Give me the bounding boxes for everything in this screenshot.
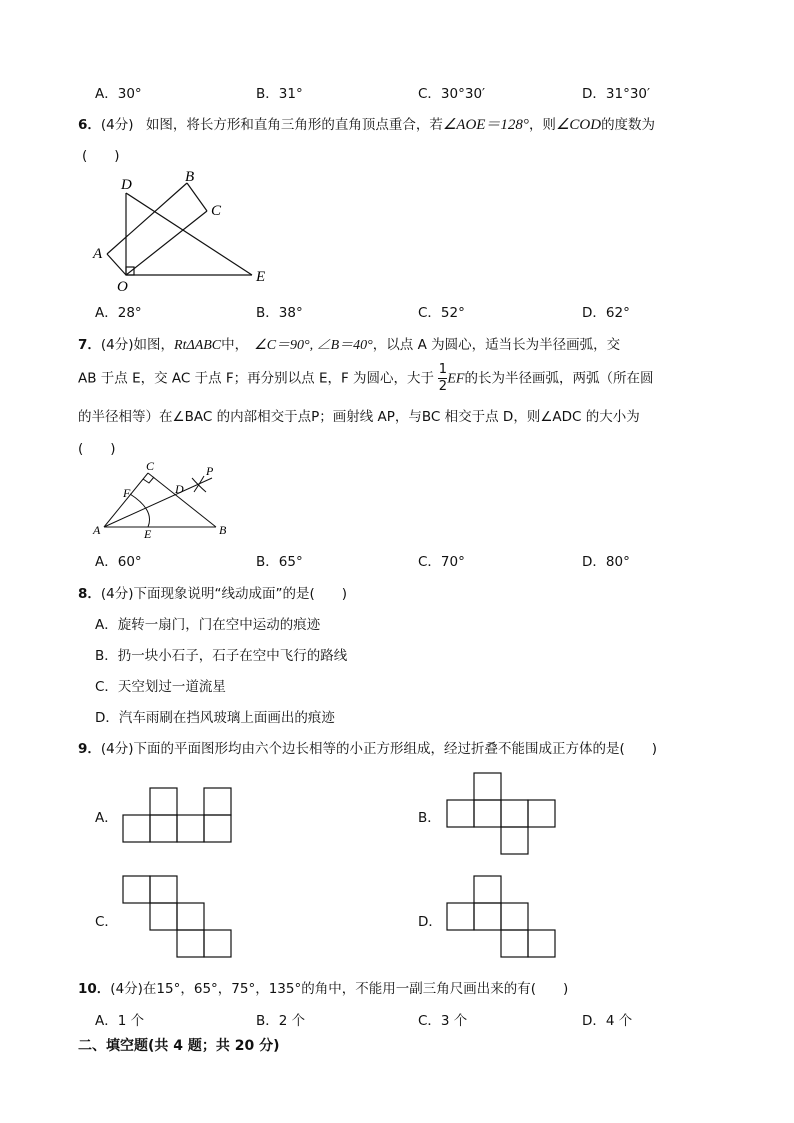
q9-option-a-label: A．: [95, 810, 118, 826]
q7-text-c: ，以点 A 为圆心，适当长为半径画弧，交: [372, 337, 621, 353]
q7-option-c: C．70°: [418, 554, 465, 570]
q8-option-b: B．扔一块小石子，石子在空中飞行的路线: [95, 648, 348, 664]
q6-option-a: A．28°: [95, 305, 142, 321]
q9-net-b: [446, 772, 558, 856]
q9-net-a: [122, 787, 234, 843]
q9-b-square: [474, 800, 501, 827]
q9-d-square: [447, 903, 474, 930]
q9-c-square: [177, 930, 204, 957]
q8-score: (4分): [100, 586, 134, 602]
q8-number: 8．: [78, 586, 101, 602]
q10-option-d: D．4 个: [582, 1013, 633, 1029]
q6-text-a: 如图，将长方形和直角三角形的直角顶点重合，若: [145, 117, 443, 133]
q9-number: 9．: [78, 741, 101, 757]
q7-line2-b: 的长为半径画弧，两弧（所在圆: [464, 370, 654, 387]
q7-ef: EF: [447, 371, 465, 387]
q6-option-d: D．62°: [582, 305, 630, 321]
q10-option-a: A．1 个: [95, 1013, 145, 1029]
q9-stem: [78, 737, 657, 757]
q6-label-a: A: [93, 246, 103, 262]
q7-stem-line3: 的半径相等）在∠BAC 的内部相交于点P；画射线 AP，与BC 相交于点 D，则∠ADC 的大小为: [78, 409, 640, 425]
q7-arc-p2: [194, 476, 204, 492]
q6-stem: [78, 113, 655, 134]
q9-option-b-label: B．: [418, 810, 441, 826]
q9-c-square: [123, 876, 150, 903]
q7-frac-num: 1: [438, 362, 447, 377]
q9-c-square: [150, 876, 177, 903]
q9-a-square: [204, 788, 231, 815]
q9-option-c-label: C．: [95, 914, 118, 930]
q6-angle-cod: ∠COD: [555, 117, 602, 133]
q7-label-e: E: [144, 527, 152, 540]
q7-fraction: [438, 363, 447, 394]
q7-line2-a: AB 于点 E，交 AC 于点 F；再分别以点 E，F 为圆心，大于: [78, 370, 435, 387]
q8-option-d: D．汽车雨刷在挡风玻璃上面画出的痕迹: [95, 710, 335, 726]
q6-segment-ab: [107, 183, 187, 254]
q5-option-a: A．30°: [95, 86, 142, 102]
q6-label-d: D: [121, 177, 132, 193]
q7-stem-line2: [78, 363, 653, 394]
q9-b-square: [501, 800, 528, 827]
q7-ray-ap: [104, 478, 212, 527]
q9-option-d-label: D．: [418, 914, 442, 930]
q8-stem: [78, 582, 347, 602]
q7-stem-line1: [78, 333, 620, 354]
q9-net-d: [446, 875, 558, 959]
q6-segment-co: [126, 211, 207, 275]
q6-label-b: B: [185, 170, 195, 185]
q8-option-c: C．天空划过一道流星: [95, 679, 226, 695]
q9-c-square: [177, 903, 204, 930]
q7-label-p: P: [206, 464, 214, 478]
q6-segment-de: [126, 193, 252, 275]
q7-number: 7．: [78, 337, 101, 353]
q10-option-b: B．2 个: [256, 1013, 306, 1029]
q7-segment-ac: [104, 473, 148, 527]
q10-stem: [78, 977, 568, 997]
q7-blank: ( ): [78, 441, 116, 457]
q7-label-b: B: [219, 523, 227, 537]
q6-number: 6．: [78, 117, 101, 133]
q9-score: (4分): [100, 741, 134, 757]
q9-b-square: [528, 800, 555, 827]
q9-text: 下面的平面图形均由六个边长相等的小正方形组成，经过折叠不能围成正方体的是( ): [133, 741, 658, 757]
q6-score: (4分): [100, 117, 134, 133]
q7-option-d: D．80°: [582, 554, 630, 570]
q10-option-c: C．3 个: [418, 1013, 468, 1029]
q9-a-square: [123, 815, 150, 842]
q5-option-d: D．31°30′: [582, 86, 651, 102]
q9-d-square: [474, 903, 501, 930]
q7-angles: ∠C＝90°, ∠B＝40°: [254, 338, 373, 353]
q6-option-b: B．38°: [256, 305, 303, 321]
q6-label-o: O: [117, 279, 128, 295]
q8-text: 下面现象说明“线动成面”的是( ): [133, 586, 348, 602]
q10-number: 10．: [78, 981, 111, 997]
q9-net-c: [122, 875, 234, 959]
q7-score: (4分): [100, 337, 134, 353]
q6-segment-ao: [107, 254, 126, 275]
q7-option-a: A．60°: [95, 554, 142, 570]
q9-c-square: [150, 903, 177, 930]
q9-a-square: [177, 815, 204, 842]
q9-a-square: [204, 815, 231, 842]
q9-b-square: [474, 773, 501, 800]
q9-d-square: [474, 876, 501, 903]
q7-text-b: 中，: [221, 337, 249, 353]
q6-option-c: C．52°: [418, 305, 465, 321]
q6-text-b: ，则: [528, 117, 556, 133]
q7-label-f: F: [123, 486, 131, 500]
q9-a-square: [150, 815, 177, 842]
q7-label-c: C: [146, 459, 155, 473]
q7-frac-den: 2: [438, 379, 447, 394]
q6-label-c: C: [211, 203, 222, 219]
q7-label-a: A: [93, 523, 101, 537]
q6-blank: ( ): [82, 148, 120, 164]
q9-a-square: [150, 788, 177, 815]
section-2-heading: 二、填空题(共 4 题；共 20 分): [78, 1038, 280, 1054]
q9-b-square: [501, 827, 528, 854]
q10-score: (4分): [110, 981, 143, 997]
q6-figure: [88, 170, 278, 295]
q7-triangle: RtΔABC: [174, 338, 222, 353]
q9-d-square: [501, 930, 528, 957]
q6-angle-aoe: ∠AOE＝128°: [442, 117, 529, 133]
q7-text-a: 如图，: [133, 337, 175, 353]
q8-option-a: A．旋转一扇门，门在空中运动的痕迹: [95, 617, 321, 633]
q6-label-e: E: [256, 269, 266, 285]
q6-segment-bc: [187, 183, 207, 211]
q9-c-square: [204, 930, 231, 957]
q9-b-square: [447, 800, 474, 827]
q7-figure: [88, 458, 238, 540]
q9-d-square: [528, 930, 555, 957]
q5-option-c: C．30°30′: [418, 86, 486, 102]
q7-option-b: B．65°: [256, 554, 303, 570]
q9-d-square: [501, 903, 528, 930]
q10-text: 在15°，65°，75°，135°的角中，不能用一副三角尺画出来的有( ): [142, 981, 569, 997]
q6-text-c: 的度数为: [601, 117, 656, 133]
q7-label-d: D: [175, 482, 184, 496]
q5-option-b: B．31°: [256, 86, 303, 102]
